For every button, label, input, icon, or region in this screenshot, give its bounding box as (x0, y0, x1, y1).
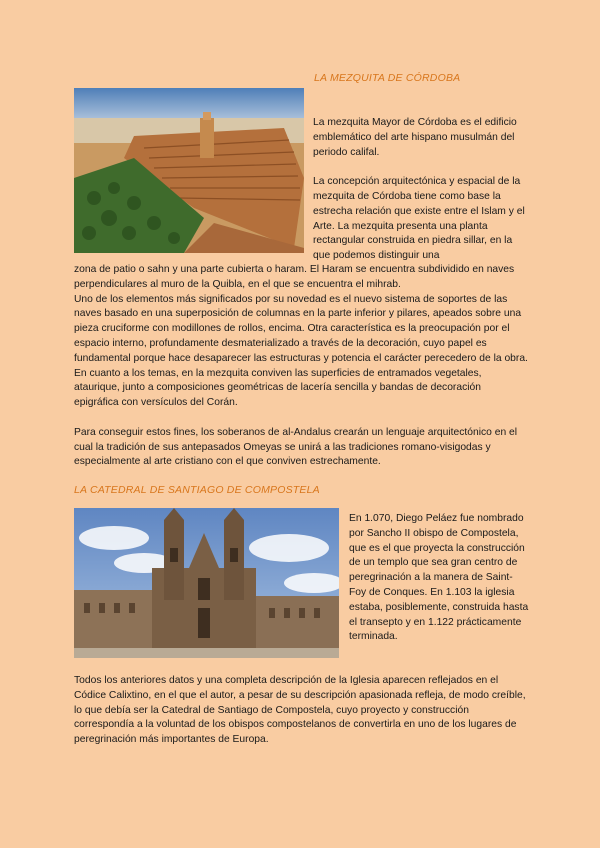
mezquita-side-text (313, 116, 528, 264)
mezquita-haram-paragraph: zona de patio o sahn y una parte cubierta o haram. El Haram se encuentra subdividido en naves perpendiculares al muro de la Quibla, en el que se encuentra el mihrab. (74, 264, 515, 290)
mezquita-elements-paragraph: Uno de los elementos más significados por su novedad es el nuevo sistema de soportes de las naves basado en una superposición de columnas en la parte inferior y pilares, apeados sobre una pieza cruciforme con modillones de rollos, encima. Otra característica es la preocupación por el espacio interno, profundamente desmaterializado a través de la decoración, cuyo papel es fundamental porque hace desaparecer las estructuras y potencia el carácter perecedero de la obra. En cuanto a los temas, en la mezquita conviven las superficies de entramados vegetales, ataurique, junto a composiciones geométricas de lacería sencilla y bandas de decoración epigráfica con versículos del Corán. (74, 293, 528, 409)
mezquita-intro-paragraph: La mezquita Mayor de Córdoba es el edificio emblemático del arte hispano musulmán del periodo califal. (313, 117, 517, 158)
section-heading-mezquita: LA MEZQUITA DE CÓRDOBA (314, 72, 461, 84)
catedral-side-text: En 1.070, Diego Peláez fue nombrado por Sancho II obispo de Compostela, que es el que proyecta la construcción de un templo que sea gran centro de peregrinación a la manera de Saint- Foy de Conques. En 1.103 la iglesia estaba, posiblemente, construida hasta el transepto y en 1.122 prácticamente terminada. (349, 513, 529, 643)
mezquita-andalus-paragraph: Para conseguir estos fines, los soberanos de al-Andalus crearán un lenguaje arquitectónico en el cual la tradición de sus antepasados Omeyas se unirá a las tradiciones romano-visigodas y especialmente al arte cristiano con el que conviven estrechamente. (74, 426, 518, 468)
section-heading-catedral: LA CATEDRAL DE SANTIAGO DE COMPOSTELA (74, 484, 320, 496)
catedral-photo (74, 508, 339, 658)
mezquita-body-text (74, 263, 528, 470)
catedral-body-text: Todos los anteriores datos y una completa descripción de la Iglesia aparecen reflejados en el Códice Calixtino, en el que el autor, a pesar de su descripción apasionada refleja, de modo creíble, lo que debía ser la Catedral de Santiago de Compostela, cuyo proyecto y construcción correspondía a la voluntad de los obispos compostelanos de convertirla en uno de los lugares de peregrinación más importantes de Europa. (74, 675, 526, 746)
mezquita-photo (74, 88, 304, 253)
mezquita-concept-paragraph: La concepción arquitectónica y espacial de la mezquita de Córdoba tiene como base la estrecha relación que existe entre el Islam y el Arte. La mezquita presenta una planta rectangular construida en piedra sillar, en la que podemos distinguir una (313, 176, 525, 262)
